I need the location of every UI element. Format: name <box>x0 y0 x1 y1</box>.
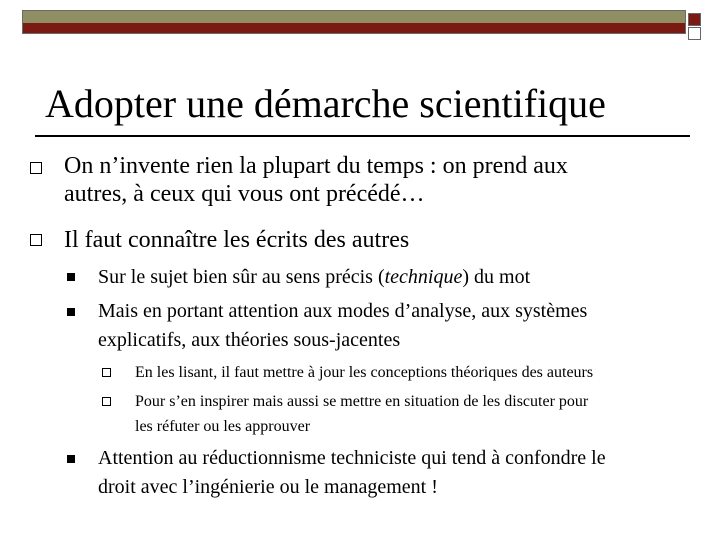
filled-square-bullet-icon <box>67 455 75 463</box>
sub-bullet-1-after: ) du mot <box>462 266 531 288</box>
sub-bullet-1 <box>98 263 708 292</box>
sub-bullet-3-line-1: Attention au réductionnisme techniciste qui tend à confondre le <box>98 447 606 469</box>
sub-sub-bullet-1: En les lisant, il faut mettre à jour les conceptions théoriques des auteurs <box>135 364 594 381</box>
top-bar-olive-fill <box>23 11 685 23</box>
bullet-1-line-2: autres, à ceux qui vous ont précédé… <box>64 181 425 207</box>
top-bar-red-stripe <box>23 23 685 33</box>
bullet-2: Il faut connaître les écrits des autres <box>64 227 410 253</box>
sub-bullet-2-line-1: Mais en portant attention aux modes d’analyse, aux systèmes <box>98 300 588 322</box>
hollow-square-bullet-icon <box>30 234 42 246</box>
sub-sub-bullet-2-line-1: Pour s’en inspirer mais aussi se mettre en situation de les discuter pour <box>135 393 589 410</box>
bullet-1-line-1: On n’invente rien la plupart du temps : on prend aux <box>64 153 568 179</box>
sub-bullet-3-line-2: droit avec l’ingénierie ou le management ! <box>98 476 438 498</box>
decor-square-red <box>688 13 701 26</box>
sub-bullet-1-italic: technique <box>384 266 463 288</box>
sub-bullet-2 <box>98 297 708 355</box>
sub-bullet-1-before: Sur le sujet bien sûr au sens précis ( <box>98 266 385 288</box>
bullet-1 <box>64 152 704 208</box>
sub-sub-bullet-2-line-2: les réfuter ou les approuver <box>135 418 311 435</box>
filled-square-bullet-icon <box>67 308 75 316</box>
sub-bullet-2-line-2: explicatifs, aux théories sous-jacentes <box>98 329 401 351</box>
small-hollow-square-bullet-icon <box>102 397 111 406</box>
filled-square-bullet-icon <box>67 273 75 281</box>
slide-title: Adopter une démarche scientifique <box>45 81 606 126</box>
decor-square-white <box>688 27 701 40</box>
hollow-square-bullet-icon <box>30 162 42 174</box>
decorative-top-bar <box>22 10 686 34</box>
small-hollow-square-bullet-icon <box>102 368 111 377</box>
sub-bullet-3 <box>98 444 708 502</box>
sub-sub-bullet-2 <box>135 389 715 439</box>
title-underline <box>35 135 690 137</box>
